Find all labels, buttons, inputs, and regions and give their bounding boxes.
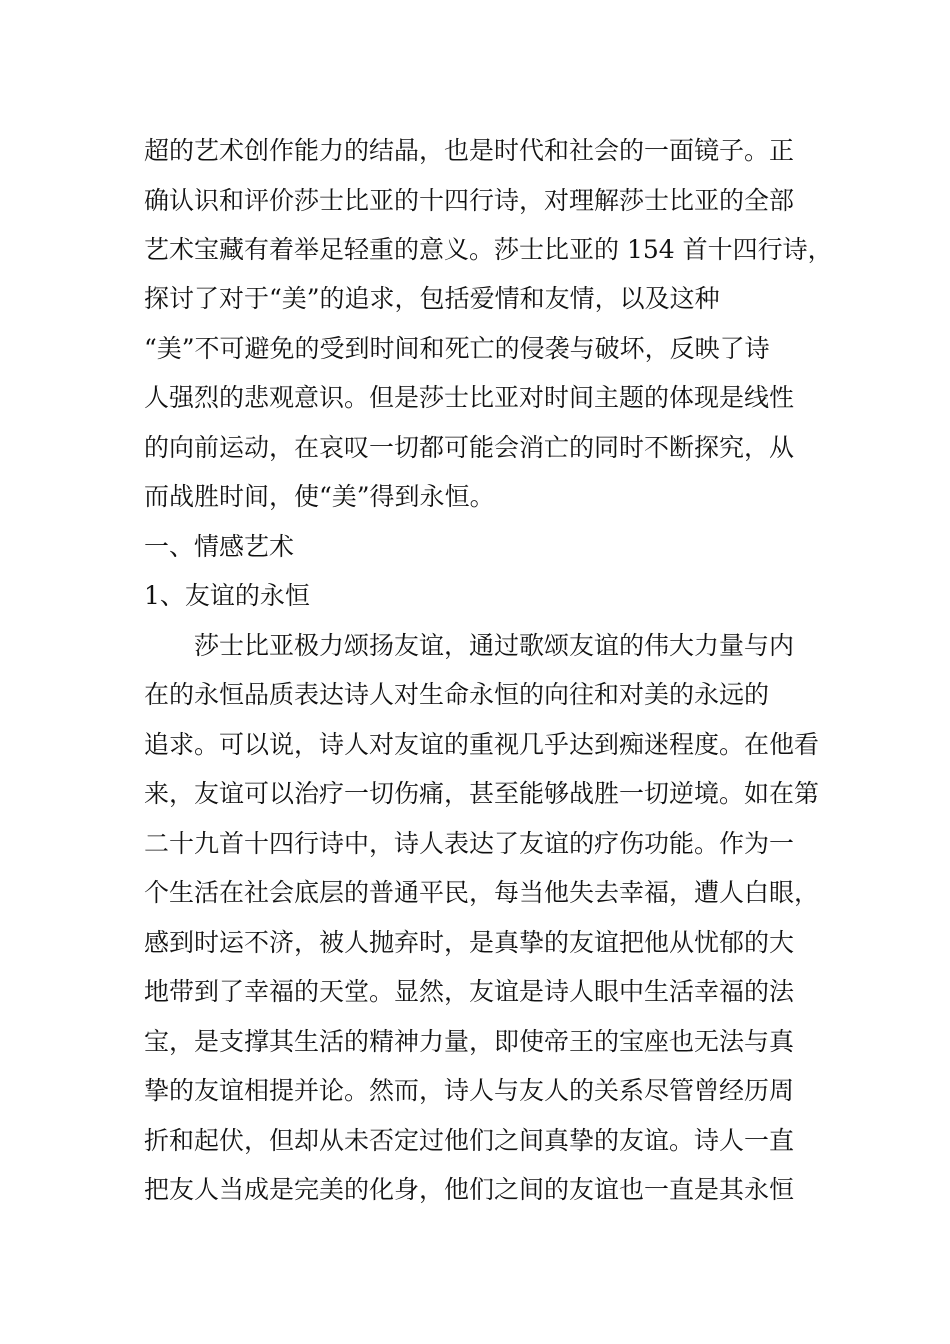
text-line-1: 超的艺术创作能力的结晶，也是时代和社会的一面镜子。正	[144, 136, 795, 165]
text-line-22: 把友人当成是完美的化身，他们之间的友谊也一直是其永恒	[144, 1175, 795, 1204]
section-heading: 一、情感艺术	[144, 532, 295, 561]
text-line-14: 来，友谊可以治疗一切伤痛，甚至能够战胜一切逆境。如在第	[144, 779, 820, 808]
text-line-12: 在的永恒品质表达诗人对生命永恒的向往和对美的永远的	[144, 680, 770, 709]
text-line-16: 个生活在社会底层的普通平民，每当他失去幸福，遭人白眼，	[144, 878, 820, 907]
text-line-19: 宝，是支撑其生活的精神力量，即使帝王的宝座也无法与真	[144, 1027, 795, 1056]
text-line-6: 人强烈的悲观意识。但是莎士比亚对时间主题的体现是线性	[144, 383, 795, 412]
text-line-20: 挚的友谊相提并论。然而，诗人与友人的关系尽管曾经历周	[144, 1076, 795, 1105]
text-line-4: 探讨了对于“美”的追求，包括爱情和友情，以及这种	[144, 284, 720, 313]
text-line-18: 地带到了幸福的天堂。显然，友谊是诗人眼中生活幸福的法	[144, 977, 795, 1006]
text-line-13: 追求。可以说，诗人对友谊的重视几乎达到痴迷程度。在他看	[144, 730, 820, 759]
text-line-5: “美”不可避免的受到时间和死亡的侵袭与破坏，反映了诗	[144, 334, 770, 363]
text-line-17: 感到时运不济，被人抛弃时，是真挚的友谊把他从忧郁的大	[144, 928, 795, 957]
text-line-15: 二十九首十四行诗中，诗人表达了友谊的疗伤功能。作为一	[144, 829, 795, 858]
text-line-7: 的向前运动，在哀叹一切都可能会消亡的同时不断探究，从	[144, 433, 795, 462]
text-line-3: 艺术宝藏有着举足轻重的意义。莎士比亚的 154 首十四行诗，	[144, 235, 833, 264]
text-line-11: 莎士比亚极力颂扬友谊，通过歌颂友谊的伟大力量与内	[194, 631, 795, 660]
text-line-8: 而战胜时间，使“美”得到永恒。	[144, 482, 495, 511]
text-line-2: 确认识和评价莎士比亚的十四行诗，对理解莎士比亚的全部	[144, 186, 795, 215]
text-line-21: 折和起伏，但却从未否定过他们之间真挚的友谊。诗人一直	[144, 1126, 795, 1155]
subsection-heading: 1、友谊的永恒	[144, 581, 310, 610]
